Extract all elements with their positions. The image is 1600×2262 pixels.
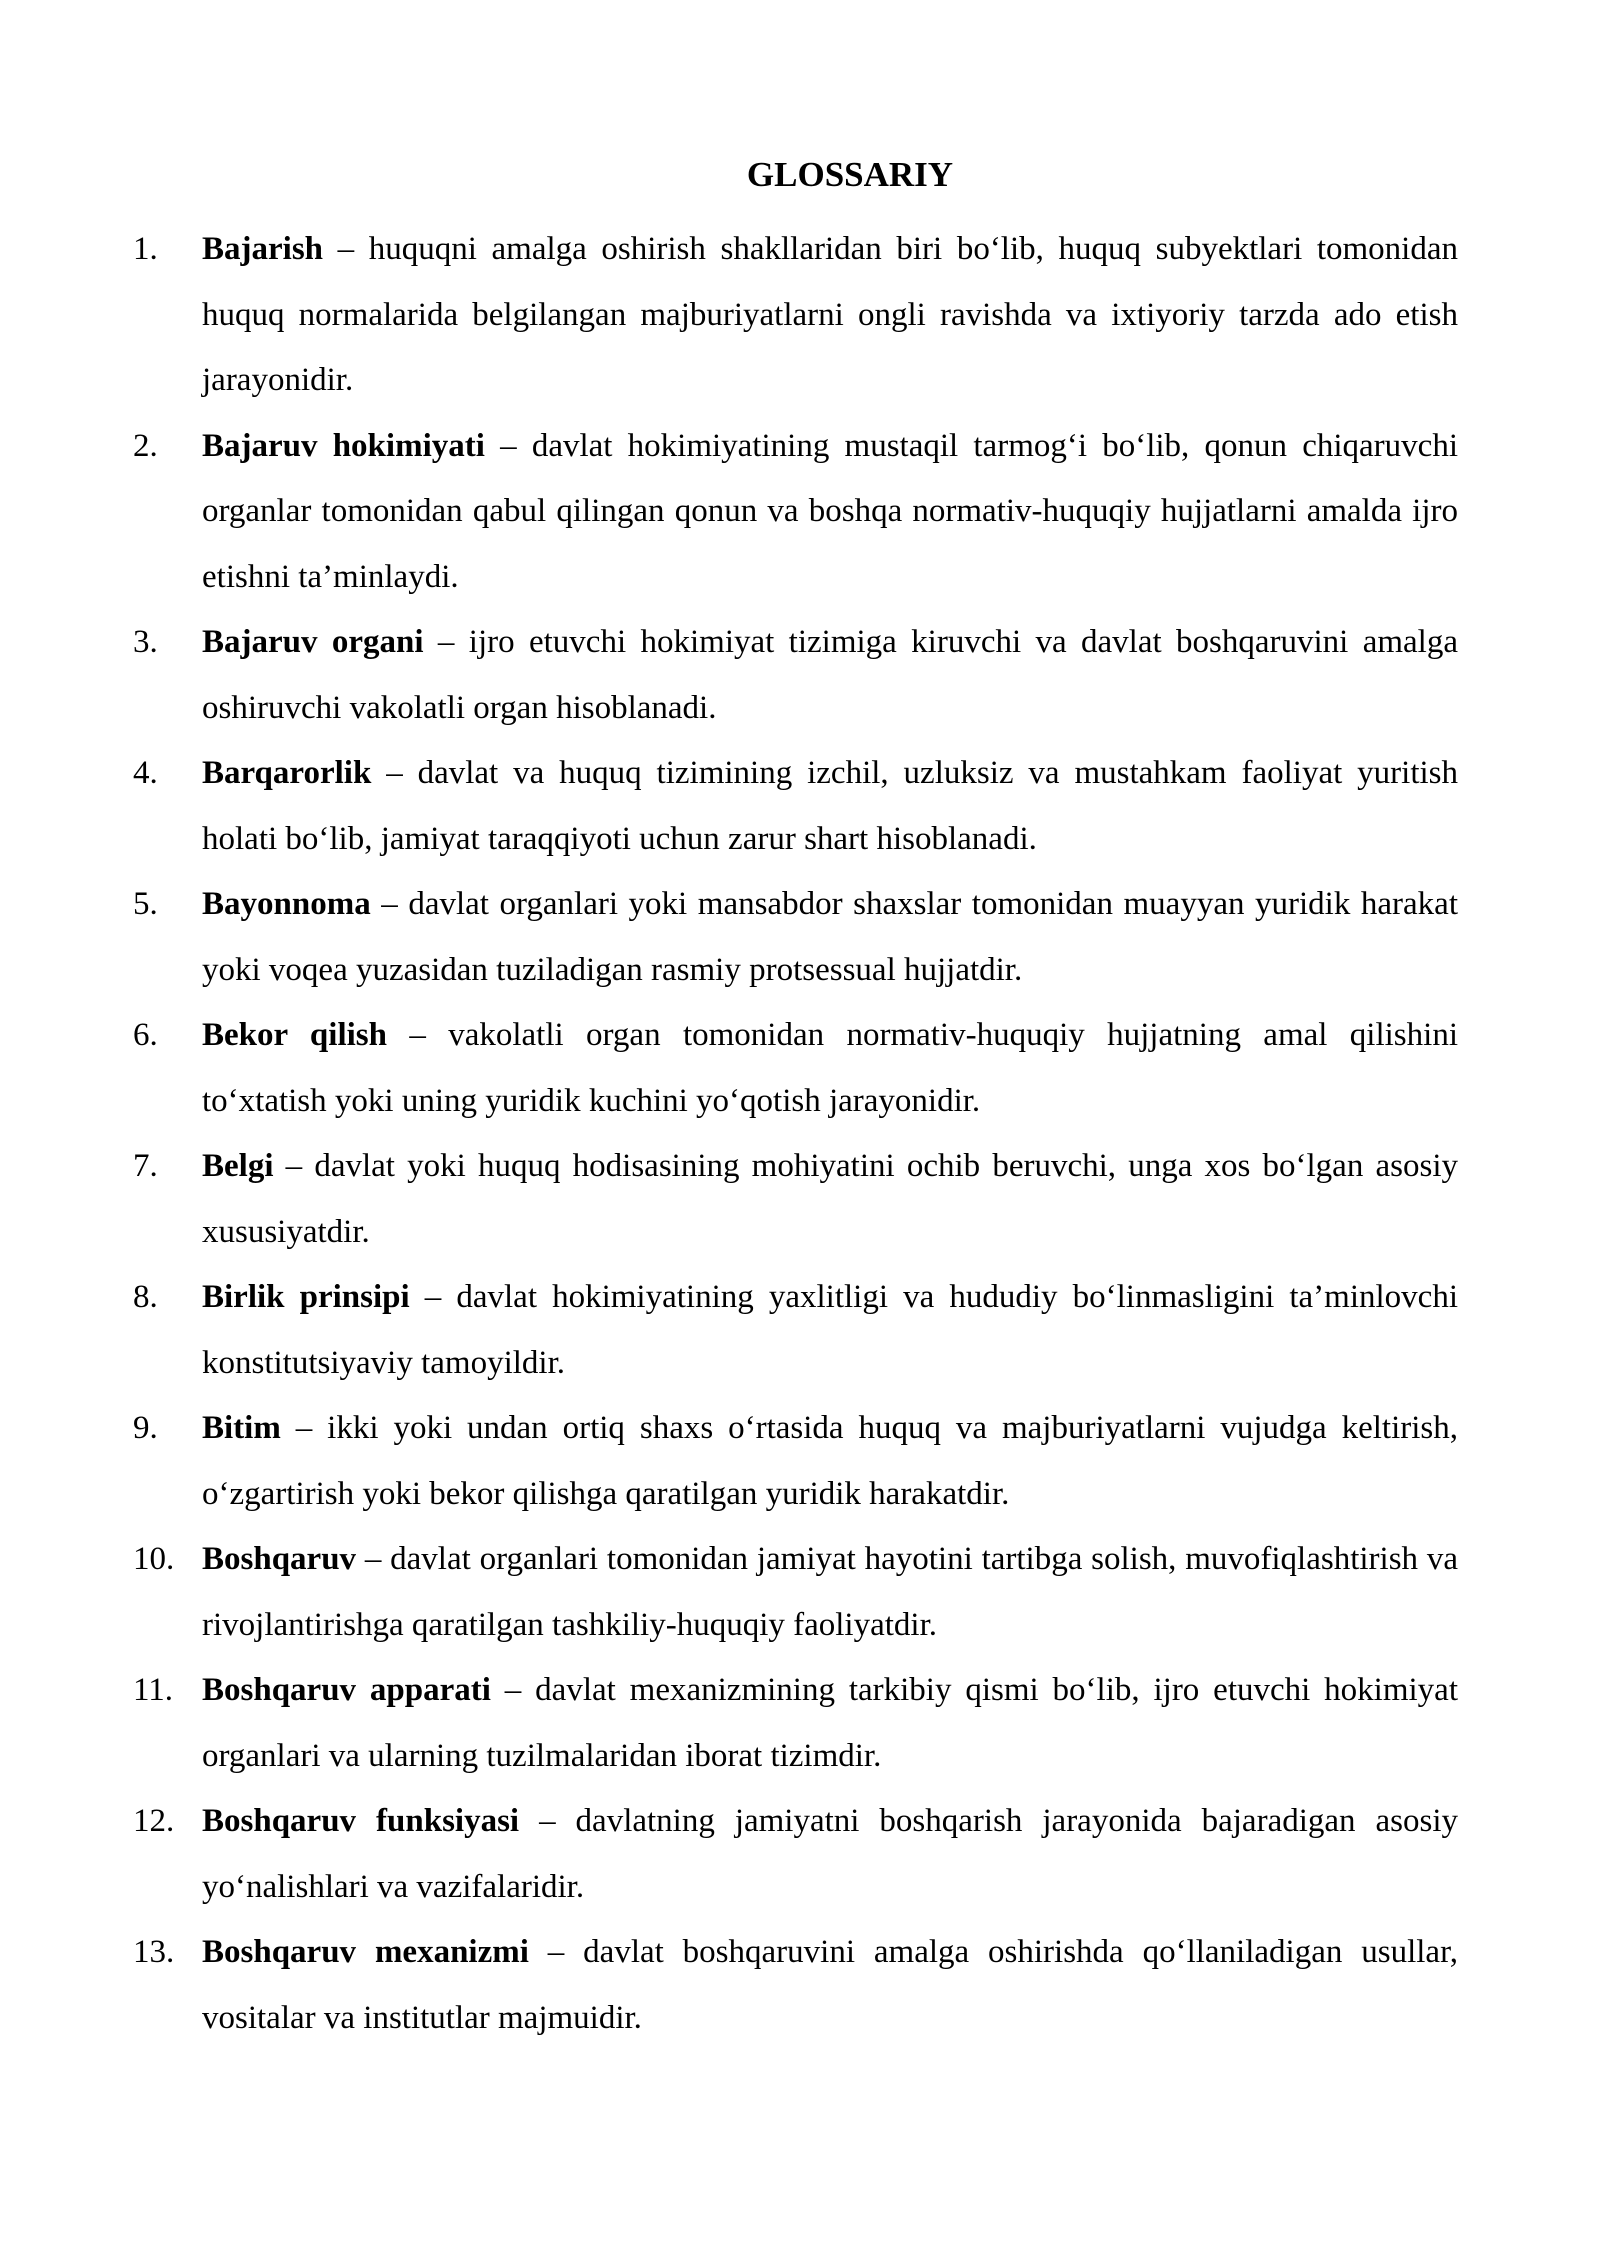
page-title: GLOSSARIY bbox=[746, 155, 954, 194]
item-term: Boshqaruv bbox=[202, 1541, 357, 1577]
item-definition: – davlat boshqaruvini amalga oshirishda qo‘llaniladigan usullar, vositalar va institutlar majmuidir. bbox=[202, 1934, 1458, 2036]
item-definition: – davlat hokimiyatining yaxlitligi va hududiy bo‘linmasligini ta’minlovchi konstitutsiyaviy tamoyildir. bbox=[202, 1279, 1458, 1381]
list-item bbox=[0, 610, 1600, 741]
item-text bbox=[202, 414, 1458, 611]
item-number: 4. bbox=[133, 755, 158, 791]
item-definition: – davlat organlari tomonidan jamiyat hayotini tartibga solish, muvofiqlashtirish va rivojlantirishga qaratilgan tashkiliy-huquqiy faoliyatdir. bbox=[202, 1541, 1458, 1643]
item-text bbox=[202, 1265, 1458, 1396]
item-term: Belgi bbox=[202, 1148, 274, 1184]
item-number: 10. bbox=[133, 1541, 175, 1577]
item-definition: – davlat organlari yoki mansabdor shaxslar tomonidan muayyan yuridik harakat yoki voqea yuzasidan tuziladigan rasmiy protsessual hujjatdir. bbox=[202, 886, 1458, 988]
item-term: Bajaruv organi bbox=[202, 624, 424, 660]
item-definition: – ikki yoki undan ortiq shaxs o‘rtasida huquq va majburiyatlarni vujudga keltirish, o‘zgartirish yoki bekor qilishga qaratilgan yuridik harakatdir. bbox=[202, 1410, 1458, 1512]
item-text bbox=[202, 1527, 1458, 1658]
item-number: 8. bbox=[133, 1279, 158, 1315]
item-number: 2. bbox=[133, 427, 158, 464]
item-text bbox=[202, 217, 1458, 414]
item-text bbox=[202, 872, 1458, 1003]
list-item bbox=[0, 414, 1600, 611]
item-number: 9. bbox=[133, 1410, 158, 1446]
item-text bbox=[202, 1920, 1458, 2051]
item-definition: – davlat va huquq tizimining izchil, uzluksiz va mustahkam faoliyat yuritish holati bo‘lib, jamiyat taraqqiyoti uchun zarur shart hisoblanadi. bbox=[202, 755, 1458, 857]
list-item bbox=[0, 1658, 1600, 1789]
item-text bbox=[202, 1134, 1458, 1265]
item-number: 12. bbox=[133, 1803, 175, 1839]
item-number: 11. bbox=[133, 1672, 174, 1708]
item-definition: – davlatning jamiyatni boshqarish jarayonida bajaradigan asosiy yo‘nalishlari va vazifalaridir. bbox=[202, 1803, 1458, 1905]
list-item bbox=[0, 1920, 1600, 2051]
list-item bbox=[0, 217, 1600, 414]
item-term: Bajaruv hokimiyati bbox=[202, 427, 485, 464]
item-term: Birlik prinsipi bbox=[202, 1279, 410, 1315]
glossary-list bbox=[0, 217, 1600, 2051]
item-term: Bitim bbox=[202, 1410, 281, 1446]
item-number: 7. bbox=[133, 1148, 158, 1184]
list-item bbox=[0, 1134, 1600, 1265]
item-definition: – davlat mexanizmining tarkibiy qismi bo‘lib, ijro etuvchi hokimiyat organlari va ularning tuzilmalaridan iborat tizimdir. bbox=[202, 1672, 1458, 1774]
item-term: Boshqaruv apparati bbox=[202, 1672, 491, 1708]
item-term: Boshqaruv funksiyasi bbox=[202, 1803, 520, 1839]
item-term: Boshqaruv mexanizmi bbox=[202, 1934, 529, 1970]
item-definition: – vakolatli organ tomonidan normativ-huquqiy hujjatning amal qilishini to‘xtatish yoki uning yuridik kuchini yo‘qotish jarayonidir. bbox=[202, 1017, 1458, 1119]
item-term: Bajarish bbox=[202, 231, 324, 267]
list-item bbox=[0, 741, 1600, 872]
item-number: 5. bbox=[133, 886, 158, 922]
item-text bbox=[202, 610, 1458, 741]
item-text bbox=[202, 1396, 1458, 1527]
item-definition: – davlat hokimiyatining mustaqil tarmog‘i bo‘lib, qonun chiqaruvchi organlar tomonidan qabul qilingan qonun va boshqa normativ-huquqiy hujjatlarni amalda ijro etishni ta’minlaydi. bbox=[202, 427, 1458, 595]
list-item bbox=[0, 1789, 1600, 1920]
item-term: Barqarorlik bbox=[202, 755, 372, 791]
item-text bbox=[202, 1003, 1458, 1134]
list-item bbox=[0, 1265, 1600, 1396]
list-item bbox=[0, 1003, 1600, 1134]
item-number: 1. bbox=[133, 231, 158, 267]
item-definition: – huquqni amalga oshirish shakllaridan biri bo‘lib, huquq subyektlari tomonidan huquq normalarida belgilangan majburiyatlarni ongli ravishda va ixtiyoriy tarzda ado etish jarayonidir. bbox=[202, 231, 1458, 398]
item-definition: – davlat yoki huquq hodisasining mohiyatini ochib beruvchi, unga xos bo‘lgan asosiy xususiyatdir. bbox=[202, 1148, 1458, 1250]
item-definition: – ijro etuvchi hokimiyat tizimiga kiruvchi va davlat boshqaruvini amalga oshiruvchi vakolatli organ hisoblanadi. bbox=[202, 624, 1458, 726]
item-text bbox=[202, 1789, 1458, 1920]
item-number: 6. bbox=[133, 1017, 158, 1053]
item-text bbox=[202, 1658, 1458, 1789]
list-item bbox=[0, 1396, 1600, 1527]
item-number: 3. bbox=[133, 624, 158, 660]
list-item bbox=[0, 1527, 1600, 1658]
list-item bbox=[0, 872, 1600, 1003]
item-term: Bekor qilish bbox=[202, 1017, 387, 1053]
item-text bbox=[202, 741, 1458, 872]
item-term: Bayonnoma bbox=[202, 886, 371, 922]
item-number: 13. bbox=[133, 1934, 175, 1970]
